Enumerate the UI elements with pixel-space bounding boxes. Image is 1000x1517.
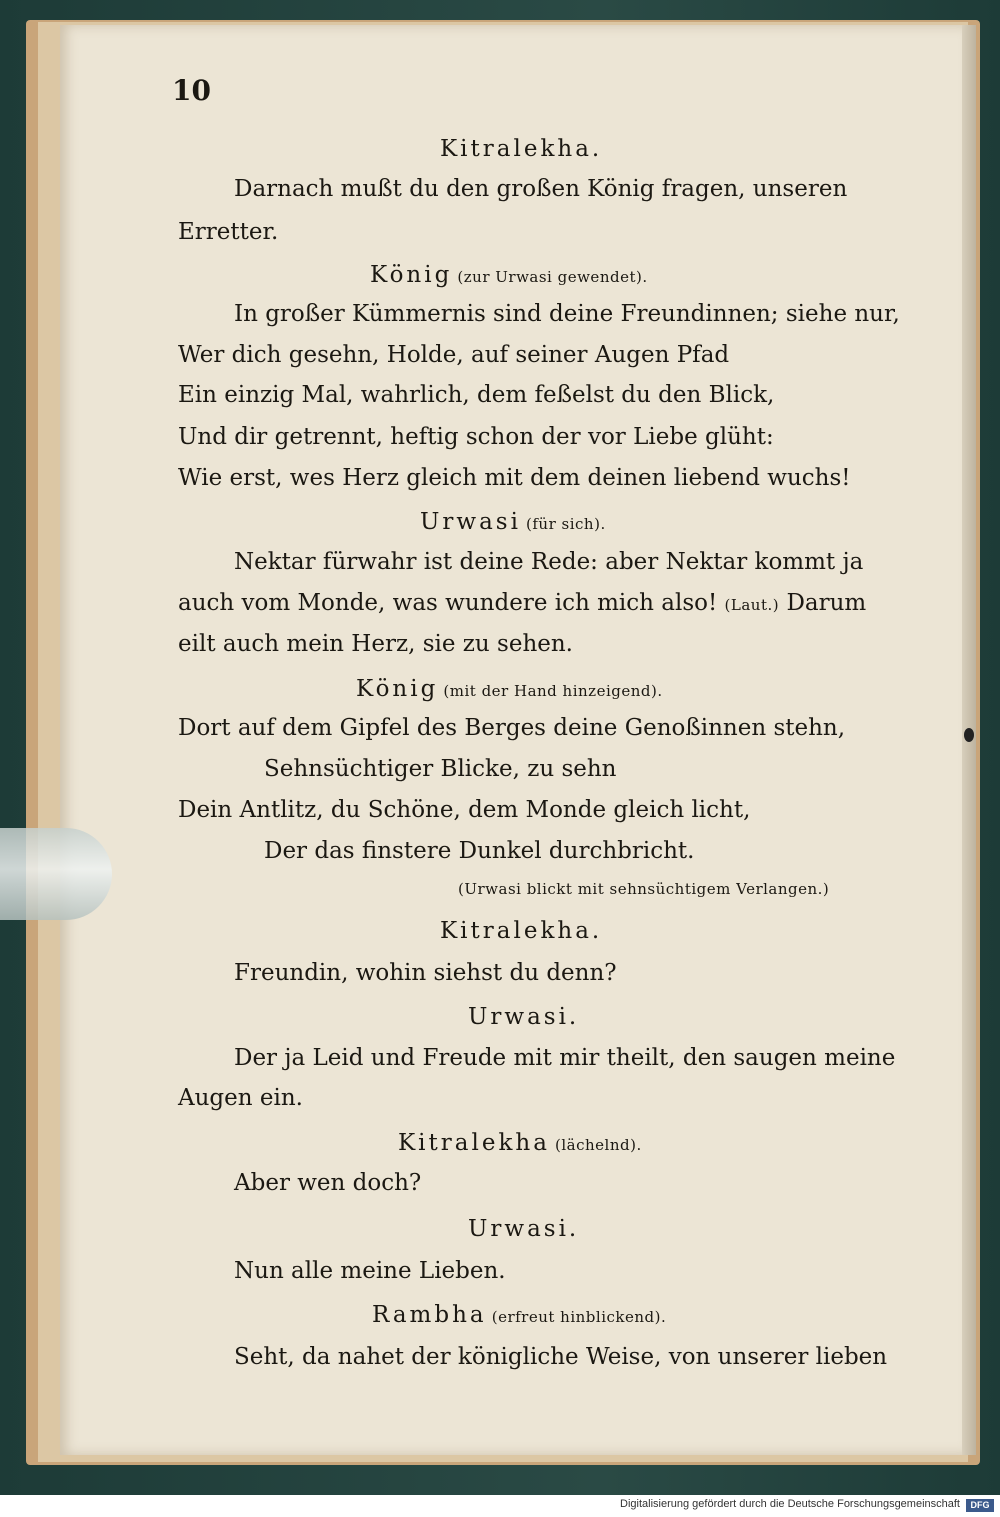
text-line: Wer dich gesehn, Holde, auf seiner Augen Pfad bbox=[178, 342, 730, 368]
text-line: Ein einzig Mal, wahrlich, dem feßelst du den Blick, bbox=[178, 382, 775, 408]
text-line: Nun alle meine Lieben. bbox=[234, 1258, 506, 1284]
thumb-clip-icon bbox=[0, 828, 112, 920]
speaker-koenig: König (mit der Hand hinzeigend). bbox=[356, 676, 663, 702]
speaker-urwasi: Urwasi. bbox=[468, 1216, 580, 1242]
stage-direction: (Laut.) bbox=[724, 596, 780, 614]
stage-direction: (für sich). bbox=[526, 515, 606, 533]
text-line: Dort auf dem Gipfel des Berges deine Genoßinnen stehn, bbox=[178, 715, 846, 741]
stage-direction: (zur Urwasi gewendet). bbox=[457, 268, 648, 286]
text-line: Und dir getrennt, heftig schon der vor Liebe glüht: bbox=[178, 424, 774, 450]
text-line: Seht, da nahet der königliche Weise, von unserer lieben bbox=[234, 1344, 888, 1370]
speaker-koenig: König (zur Urwasi gewendet). bbox=[370, 262, 648, 288]
text-line-with-direction: auch vom Monde, was wundere ich mich also! (Laut.) Darum bbox=[178, 590, 867, 616]
text-line: Augen ein. bbox=[178, 1085, 303, 1111]
text-line: eilt auch mein Herz, sie zu sehen. bbox=[178, 631, 573, 657]
speaker-rambha: Rambha (erfreut hinblickend). bbox=[372, 1302, 667, 1328]
text-line: Nektar fürwahr ist deine Rede: aber Nektar kommt ja bbox=[234, 549, 864, 575]
speaker-urwasi: Urwasi. bbox=[468, 1004, 580, 1030]
text-line: Erretter. bbox=[178, 219, 279, 245]
binder-dot bbox=[964, 728, 974, 742]
text-line: Sehnsüchtiger Blicke, zu sehn bbox=[264, 756, 617, 782]
text-line: Wie erst, wes Herz gleich mit dem deinen liebend wuchs! bbox=[178, 465, 851, 491]
speaker-kitralekha: Kitralekha (lächelnd). bbox=[398, 1130, 642, 1156]
footer-bar bbox=[0, 1495, 1000, 1517]
speaker-urwasi: Urwasi (für sich). bbox=[420, 509, 606, 535]
page-number: 10 bbox=[172, 74, 211, 107]
text-line: In großer Kümmernis sind deine Freundinnen; siehe nur, bbox=[234, 301, 900, 327]
stage-direction: (erfreut hinblickend). bbox=[491, 1308, 667, 1326]
stage-direction: (lächelnd). bbox=[555, 1136, 642, 1154]
dfg-logo-icon: DFG bbox=[966, 1499, 994, 1512]
stage-direction: (mit der Hand hinzeigend). bbox=[443, 682, 663, 700]
footer-credit: Digitalisierung gefördert durch die Deutsche Forschungsgemeinschaft bbox=[620, 1498, 960, 1510]
stage-direction: (Urwasi blickt mit sehnsüchtigem Verlangen.) bbox=[458, 880, 830, 898]
text-line: Darnach mußt du den großen König fragen, unseren bbox=[234, 176, 848, 202]
speaker-kitralekha: Kitralekha. bbox=[440, 136, 603, 162]
text-line: Aber wen doch? bbox=[234, 1170, 422, 1196]
text-line: Der ja Leid und Freude mit mir theilt, den saugen meine bbox=[234, 1045, 896, 1071]
speaker-kitralekha: Kitralekha. bbox=[440, 918, 603, 944]
text-line: Freundin, wohin siehst du denn? bbox=[234, 960, 617, 986]
text-line: Dein Antlitz, du Schöne, dem Monde gleich licht, bbox=[178, 797, 751, 823]
text-line: Der das finstere Dunkel durchbricht. bbox=[264, 838, 695, 864]
